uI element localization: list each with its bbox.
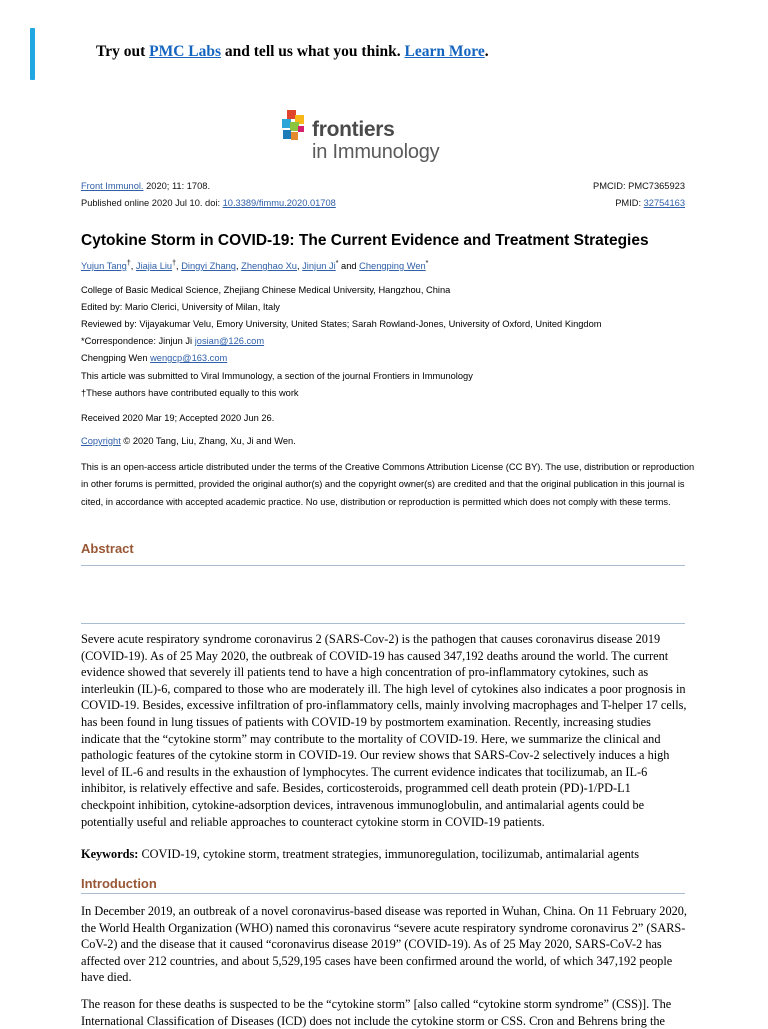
pmid	[615, 198, 685, 208]
author-mark: *	[425, 260, 429, 267]
copyright-link[interactable]: Copyright	[81, 436, 121, 446]
journal-link[interactable]: Front Immunol.	[81, 181, 144, 191]
frontiers-logo	[280, 110, 480, 166]
introduction-paragraph-1: In December 2019, an outbreak of a novel coronavirus-based disease was reported in Wuhan, China. On 11 February 2020, the World Health Organization (WHO) named this coronavirus “severe acute respiratory syndrome coronavirus 2” (SARS-CoV-2) and the disease that it caused “coronavirus disease 2019” (COVID-19). As of 25 May 2020, SARS-CoV-2 has affected over 212 countries, and about 5,529,195 cases have been confirmed around the world, of which 347,192 people have died.	[81, 904, 687, 985]
introduction-paragraph-2: The reason for these deaths is suspected to be the “cytokine storm” [also called “cytokine storm syndrome” (CSS)]. The International Classification of Diseases (ICD) does not include the cytokine storm or CSS. Cron and Behrens bring the	[81, 997, 672, 1028]
author-link[interactable]: Jinjun Ji	[302, 261, 336, 272]
author-separator: ,	[130, 261, 136, 272]
article-title: Cytokine Storm in COVID-19: The Current Evidence and Treatment Strategies	[81, 232, 649, 249]
correspondence-1	[81, 336, 264, 346]
abstract-divider-top	[81, 565, 685, 566]
pmid-link[interactable]: 32754163	[643, 198, 685, 208]
learn-more-link[interactable]: Learn More	[404, 43, 485, 60]
published-row	[81, 198, 685, 208]
reviewed-by: Reviewed by: Vijayakumar Velu, Emory University, United States; Sarah Rowland-Jones, University of Oxford, United Kingdom	[81, 319, 602, 329]
author-separator: ,	[235, 261, 242, 272]
author-link[interactable]: Dingyi Zhang	[181, 261, 236, 272]
frontiers-logo-mark-icon	[280, 110, 310, 144]
author-link[interactable]: Zhenghao Xu	[241, 261, 297, 272]
received-dates: Received 2020 Mar 19; Accepted 2020 Jun 26.	[81, 413, 275, 423]
introduction-divider	[81, 893, 685, 894]
author-mark: *	[335, 260, 339, 267]
section-note: This article was submitted to Viral Immunology, a section of the journal Frontiers in Immunology	[81, 371, 473, 381]
equal-contribution-note: †These authors have contributed equally to this work	[81, 388, 299, 398]
author-link[interactable]: Chengping Wen	[359, 261, 426, 272]
pmc-labs-link[interactable]: PMC Labs	[149, 43, 222, 60]
keywords-line	[81, 846, 687, 863]
introduction-heading: Introduction	[81, 876, 157, 891]
banner-suffix: .	[484, 43, 489, 60]
banner-prefix: Try out	[96, 43, 150, 60]
copyright-holders: © 2020 Tang, Liu, Zhang, Xu, Ji and Wen.	[120, 436, 296, 446]
logo-word-journal: in Immunology	[312, 141, 440, 163]
affiliation: College of Basic Medical Science, Zhejiang Chinese Medical University, Hangzhou, China	[81, 285, 451, 295]
author-separator: ,	[296, 261, 303, 272]
correspondence-2	[81, 353, 227, 363]
email-link-ji[interactable]: josian@126.com	[194, 336, 265, 346]
published-date: Published online 2020 Jul 10. doi:	[81, 198, 223, 208]
keywords-label: Keywords:	[81, 847, 139, 861]
abstract-text: Severe acute respiratory syndrome coronavirus 2 (SARS-Cov-2) is the pathogen that causes coronavirus disease 2019 (COVID-19). As of 25 May 2020, the outbreak of COVID-19 has caused 347,192 deaths around the world. The current evidence showed that severely ill patients tend to have a high concentration of pro-inflammatory cytokines, such as interleukin (IL)-6, compared to those who are moderately ill. The high level of cytokines also indicates a poor prognosis in COVID-19. Besides, excessive infiltration of pro-inflammatory cells, mainly involving macrophages and T-helper 17 cells, has been found in lung tissues of patients with COVID-19 by postmortem examination. Recently, increasing studies indicate that the “cytokine storm” may contribute to the mortality of COVID-19. Here, we summarize the clinical and pathologic features of the cytokine storm in COVID-19. Our review shows that SARS-Cov-2 selectively induces a high level of IL-6 and results in the exhaustion of lymphocytes. The current evidence indicates that tocilizumab, an IL-6 inhibitor, is relatively effective and safe. Besides, corticosteroids, programmed cell death protein (PD)-1/PD-L1 checkpoint inhibition, cytokine-adsorption devices, intravenous immunoglobulin, and antimalarial agents could be potentially useful and reliable approaches to counteract cytokine storm in COVID-19 patients.	[81, 632, 687, 829]
author-and: and	[338, 261, 360, 272]
author-list	[81, 260, 428, 271]
author-mark: †	[172, 260, 177, 267]
license-text: This is an open-access article distributed under the terms of the Creative Commons Attribution License (CC BY). The use, distribution or reproduction in other forums is permitted, provided the original author(s) and the copyright owner(s) are credited and that the original publication in this journal is cited, in accordance with accepted academic practice. No use, distribution or reproduction is permitted which does not comply with these terms.	[81, 462, 695, 507]
edited-by: Edited by: Mario Clerici, University of Milan, Italy	[81, 302, 280, 312]
author-separator: ,	[176, 261, 182, 272]
pmid-label: PMID:	[615, 198, 644, 208]
author-link[interactable]: Jiajia Liu	[135, 261, 173, 272]
citation-row	[81, 181, 685, 191]
copyright-line	[81, 436, 296, 446]
banner-middle: and tell us what you think.	[221, 43, 405, 60]
author-link[interactable]: Yujun Tang	[81, 261, 127, 272]
pmc-labs-banner	[96, 43, 489, 61]
correspondence-name: Chengping Wen	[81, 353, 151, 363]
pmcid: PMCID: PMC7365923	[593, 181, 685, 191]
logo-word-frontiers: frontiers	[312, 118, 395, 141]
email-link-wen[interactable]: wengcp@163.com	[150, 353, 228, 363]
doi-link[interactable]: 10.3389/fimmu.2020.01708	[222, 198, 336, 208]
abstract-divider-bottom	[81, 623, 685, 624]
keywords-list: COVID-19, cytokine storm, treatment strategies, immunoregulation, tocilizumab, antimalarial agents	[138, 847, 640, 861]
author-mark: †	[126, 260, 131, 267]
abstract-heading: Abstract	[81, 541, 134, 556]
journal-issue: 2020; 11: 1708.	[143, 181, 211, 191]
correspondence-label: *Correspondence: Jinjun Ji	[81, 336, 195, 346]
banner-accent-bar	[30, 28, 35, 80]
